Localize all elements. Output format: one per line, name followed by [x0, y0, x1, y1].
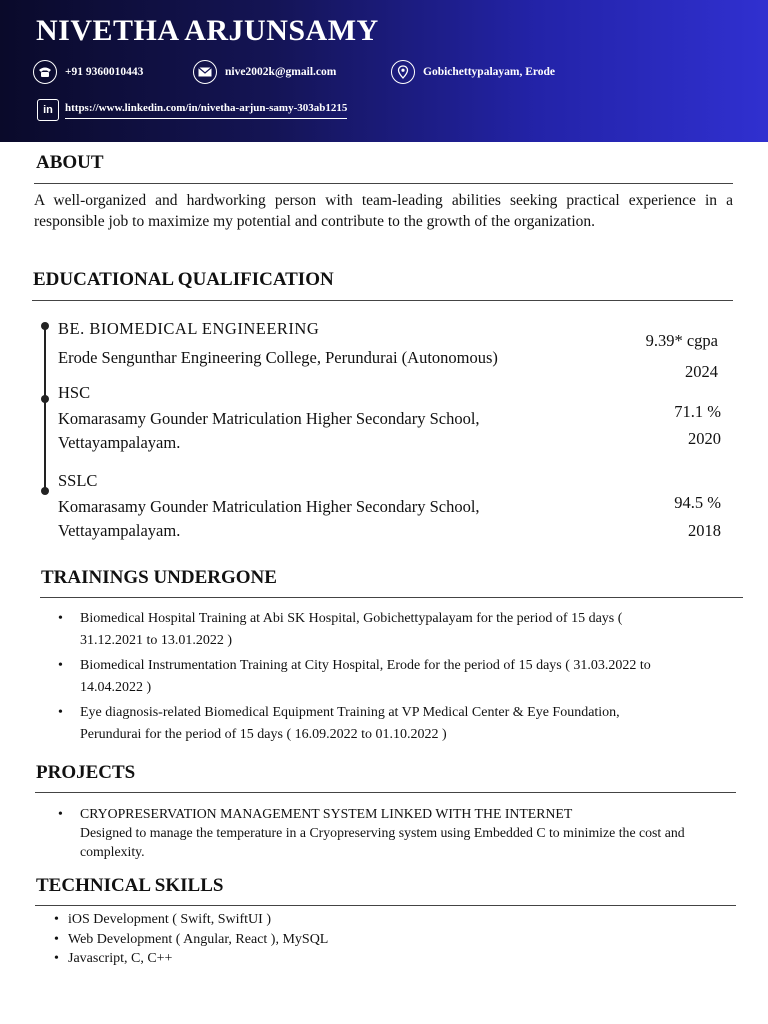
- linkedin-url[interactable]: https://www.linkedin.com/in/nivetha-arjun-samy-303ab1215: [65, 102, 347, 119]
- about-divider: [34, 183, 733, 184]
- education-divider: [32, 300, 733, 301]
- project-description: Designed to manage the temperature in a Cryopreserving system using Embedded C to minimize the cost and complexity.: [80, 825, 685, 859]
- phone-contact: [33, 60, 143, 84]
- list-item: • Eye diagnosis-related Biomedical Equipment Training at VP Medical Center & Eye Foundation, Perundurai for the period of 15 days ( 16.09.2022 to 01.10.2022 ): [58, 705, 620, 742]
- location-contact: [391, 60, 555, 84]
- email-contact: [193, 60, 336, 84]
- edu-degree: BE. BIOMEDICAL ENGINEERING: [58, 319, 320, 338]
- about-text: A well-organized and hardworking person with team-leading abilities seeking practical experience in a responsible job to maximize my potential and contribute to the growth of the organization.: [34, 192, 733, 230]
- edu-institution: Komarasamy Gounder Matriculation Higher Secondary School, Vettayampalayam.: [58, 409, 480, 452]
- projects-divider: [35, 792, 736, 793]
- training-text: Biomedical Hospital Training at Abi SK Hospital, Gobichettypalayam for the period of 15 days ( 31.12.2021 to 13.01.2022 ): [80, 611, 623, 648]
- skill-text: Web Development ( Angular, React ), MySQL: [68, 931, 329, 947]
- timeline-dot: [41, 487, 49, 495]
- skill-text: iOS Development ( Swift, SwiftUI ): [68, 912, 271, 927]
- edu-degree: HSC: [58, 383, 91, 402]
- edu-degree: SSLC: [58, 471, 98, 490]
- skills-list: [54, 910, 654, 969]
- list-item: • iOS Development ( Swift, SwiftUI ): [54, 912, 271, 927]
- edu-score: 9.39* cgpa: [645, 331, 718, 350]
- email-address[interactable]: nive2002k@gmail.com: [225, 66, 337, 78]
- education-heading: EDUCATIONAL QUALIFICATION: [33, 269, 334, 290]
- phone-number[interactable]: +91 9360010443: [65, 66, 144, 78]
- email-icon: [193, 60, 217, 84]
- edu-year: 2020: [688, 429, 721, 448]
- list-item: • Biomedical Hospital Training at Abi SK Hospital, Gobichettypalayam for the period of 15 days ( 31.12.2021 to 13.01.2022 ): [58, 611, 623, 648]
- list-item: • Biomedical Instrumentation Training at City Hospital, Erode for the period of 15 days ( 31.03.2022 to 14.04.2022 ): [58, 658, 651, 695]
- trainings-list: [58, 608, 678, 749]
- timeline-dot: [41, 395, 49, 403]
- training-text: Biomedical Instrumentation Training at City Hospital, Erode for the period of 15 days ( 31.03.2022 to 14.04.2022 ): [80, 658, 651, 695]
- edu-year: 2018: [688, 521, 721, 540]
- education-timeline-line: [44, 324, 46, 492]
- edu-score: 71.1 %: [674, 402, 721, 421]
- trainings-heading: TRAININGS UNDERGONE: [41, 567, 277, 588]
- location-text: Gobichettypalayam, Erode: [423, 66, 556, 78]
- about-heading: ABOUT: [36, 152, 104, 173]
- person-name: NIVETHA ARJUNSAMY: [36, 14, 379, 47]
- location-pin-icon: [391, 60, 415, 84]
- edu-institution: Komarasamy Gounder Matriculation Higher Secondary School, Vettayampalayam.: [58, 497, 480, 540]
- edu-score: 94.5 %: [674, 493, 721, 512]
- project-item: • CRYOPRESERVATION MANAGEMENT SYSTEM LINKED WITH THE INTERNET Designed to manage the temperature in a Cryopreserving system using Embedded C to minimize the cost and complexity.: [58, 804, 728, 861]
- header-banner: [0, 0, 768, 142]
- linkedin-icon: in: [37, 99, 59, 121]
- skill-text: Javascript, C, C++: [68, 951, 173, 966]
- projects-heading: PROJECTS: [36, 762, 136, 783]
- list-item: • Web Development ( Angular, React ), MySQL: [54, 931, 329, 947]
- timeline-dot: [41, 322, 49, 330]
- training-text: Eye diagnosis-related Biomedical Equipment Training at VP Medical Center & Eye Foundation, Perundurai for the period of 15 days ( 16.09.2022 to 01.10.2022 ): [80, 705, 620, 742]
- edu-institution: Erode Sengunthar Engineering College, Perundurai (Autonomous): [58, 348, 498, 367]
- linkedin-contact: [37, 99, 347, 121]
- list-item: • Javascript, C, C++: [54, 951, 173, 966]
- trainings-divider: [40, 597, 743, 598]
- edu-year: 2024: [685, 362, 718, 381]
- phone-icon: [33, 60, 57, 84]
- skills-heading: TECHNICAL SKILLS: [36, 875, 224, 896]
- skills-divider: [35, 905, 736, 906]
- project-name: CRYOPRESERVATION MANAGEMENT SYSTEM LINKED WITH THE INTERNET: [80, 806, 573, 821]
